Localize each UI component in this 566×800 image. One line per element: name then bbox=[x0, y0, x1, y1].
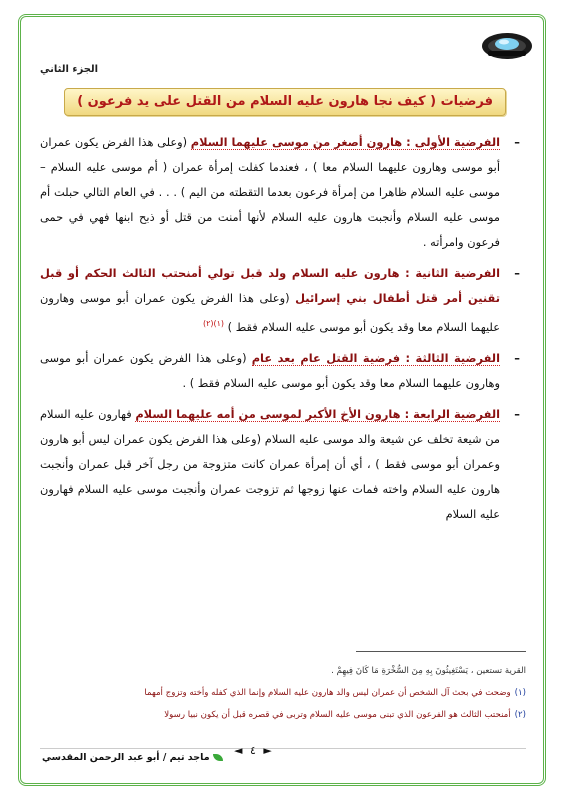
author-credit bbox=[42, 752, 223, 763]
hypothesis-heading: الفرضية الرابعة : هارون الأخ الأكبر لموسى من أمه عليهما السلام bbox=[135, 406, 501, 421]
hypothesis-text: (وعلى هذا الفرض يكون عمران أبو موسى وهارون عليهما السلام معا وقد يكون أبو موسى عليه السلام فقط ) bbox=[40, 291, 500, 334]
footer-divider bbox=[40, 748, 526, 749]
author-name: ماجد تيم / أبو عبد الرحمن المقدسي bbox=[42, 752, 210, 763]
bullet-dash: – bbox=[514, 135, 520, 149]
hypothesis-paragraph-1 bbox=[40, 130, 526, 255]
main-body bbox=[40, 130, 526, 533]
page-navigation bbox=[232, 744, 274, 757]
next-page-arrow-icon[interactable]: ► bbox=[263, 744, 272, 757]
footnote-item bbox=[40, 682, 526, 704]
footnote-text: وضحت في بحث آل الشخص أن عمران ليس والد هارون عليه السلام وإنما الذي كفله وأخته وتزوج أمهما bbox=[144, 688, 511, 698]
footnote-divider bbox=[356, 651, 526, 652]
footnotes bbox=[40, 660, 526, 726]
leaf-icon bbox=[213, 754, 223, 761]
hypothesis-text: (وعلى هذا الفرض يكون عمران أبو موسى وهارون عليهما السلام معا وقد يكون أبو موسى عليه السلام فقط ) . bbox=[40, 350, 500, 390]
hypothesis-paragraph-3 bbox=[40, 346, 526, 396]
hypothesis-paragraph-2 bbox=[40, 261, 526, 340]
hypothesis-paragraph-4 bbox=[40, 402, 526, 527]
previous-page-arrow-icon[interactable]: ◄ bbox=[234, 744, 243, 757]
footnote-number: (٢) bbox=[514, 710, 526, 720]
footnote-references[interactable]: (١)(٢) bbox=[202, 319, 225, 328]
hypothesis-heading: الفرضية الأولى : هارون أصغر من موسى عليهما السلام bbox=[190, 135, 500, 149]
footnote-item bbox=[40, 704, 526, 726]
bullet-dash: – bbox=[514, 350, 520, 365]
footnote-text: أمنحتب الثالث هو الفرعون الذي تبنى موسى عليه السلام وتربى في قصره قبل أن يكون نبيا رسولا bbox=[164, 710, 511, 720]
part-label: الجزء الثاني bbox=[40, 64, 99, 75]
footnote-number: (١) bbox=[514, 688, 526, 698]
bullet-dash: – bbox=[514, 266, 520, 280]
hypothesis-text: فهارون عليه السلام من شيعة تخلف عن شيعة والد موسى عليه السلام (وعلى هذا الفرض يكون عمران ليس أبو هارون وعمران أبو موسى فقط ) ، أي أن إمرأة عمران كانت متزوجة من رجل آخر قبل عمران وأنجبت هارون عليه السلام واخته فمات عنها زوجها ثم تزوجت عمران وأنجبت موسى عليه السلام فهارون عليه السلام bbox=[40, 406, 500, 521]
hypothesis-heading: الفرضية الثالثة : فرضية القتل عام بعد عام bbox=[251, 350, 500, 365]
hypothesis-text: (وعلى هذا الفرض يكون عمران أبو موسى وهارون عليهما السلام معا ) ، فعندما كفلت إمرأة عمران ( أم موسى عليه السلام – موسى عليه السلام ظاهرا من إمرأة فرعون بعدما التقطته من اليم ) . . . في العام التالي حبلت أم موسى عليه السلام وأنجبت هارون عليه السلام لأنها أمنت من قتل أو ذبح ابنها فهي في حمى فرعون وامرأته . bbox=[40, 135, 500, 249]
footnote-continuation: القرية تستعين ، يَسْتَغِيثُونَ بِهِ مِنَ السُّخْرَةِ مَا كَانَ فِيهِمْ . bbox=[331, 666, 526, 676]
site-logo-icon bbox=[480, 24, 534, 64]
bullet-dash: – bbox=[514, 406, 520, 421]
hypothesis-heading: الفرضية الثانية : هارون عليه السلام ولد قبل تولي أمنحتب الثالث الحكم أو قبل تقنين أمر قتل أطفال بني إسرائيل bbox=[40, 266, 500, 305]
page-number: ٤ bbox=[249, 744, 256, 757]
page-title: فرضيات ( كيف نجا هارون عليه السلام من القتل على يد فرعون ) bbox=[64, 88, 506, 116]
